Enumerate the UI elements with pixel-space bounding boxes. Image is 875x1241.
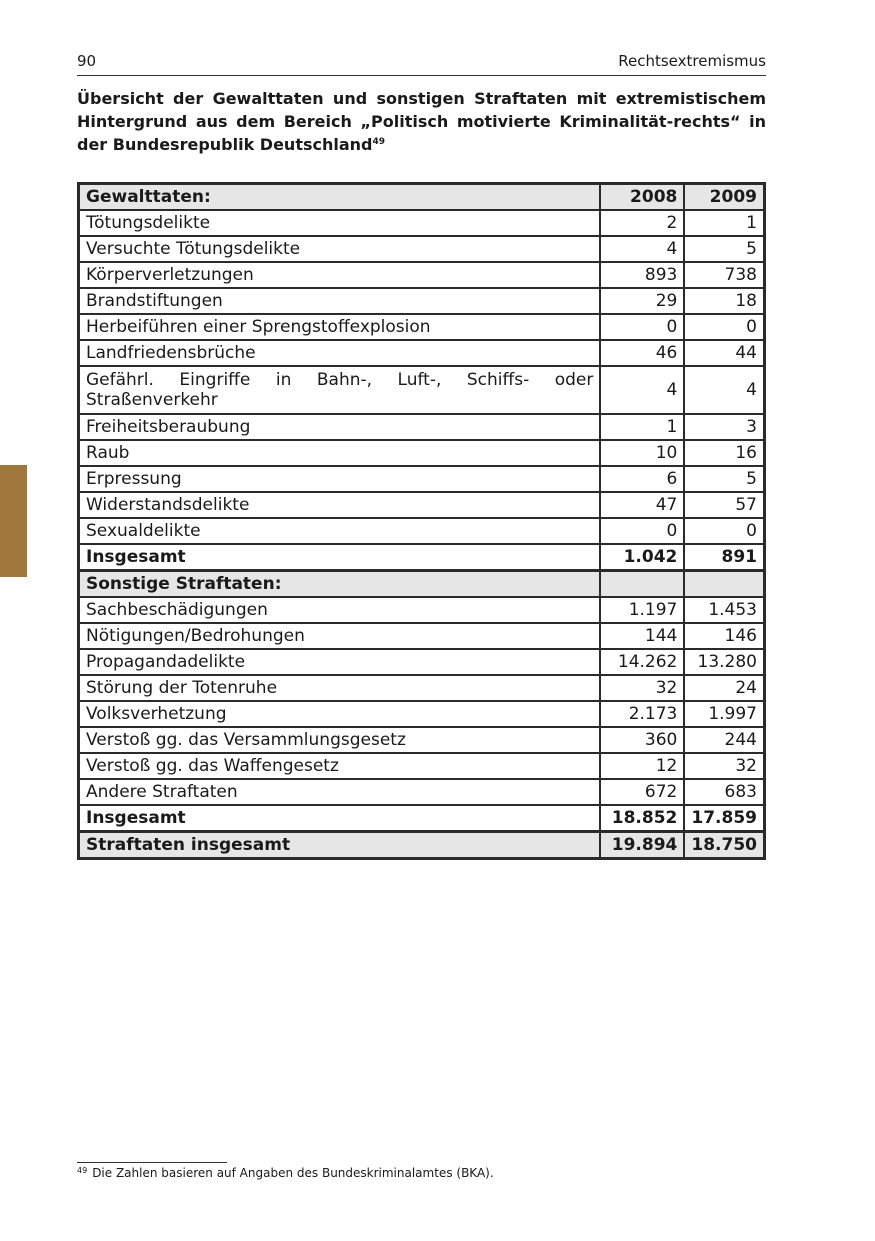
row-label: Nötigungen/Bedrohungen bbox=[79, 623, 601, 649]
table-row bbox=[79, 492, 765, 518]
row-label: Landfriedensbrüche bbox=[79, 340, 601, 366]
row-label: Sachbeschädigungen bbox=[79, 597, 601, 623]
value-2008: 19.894 bbox=[600, 832, 684, 859]
table-row bbox=[79, 649, 765, 675]
table-row bbox=[79, 314, 765, 340]
value-2009: 738 bbox=[684, 262, 764, 288]
table-row bbox=[79, 466, 765, 492]
value-2009: 57 bbox=[684, 492, 764, 518]
footnote-reference: 49 bbox=[372, 137, 386, 147]
value-2008: 0 bbox=[600, 314, 684, 340]
value-2009: 4 bbox=[684, 366, 764, 414]
row-label: Sexualdelikte bbox=[79, 518, 601, 544]
table-row bbox=[79, 340, 765, 366]
value-2008: 1 bbox=[600, 414, 684, 440]
value-2009: 683 bbox=[684, 779, 764, 805]
value-2008: 2 bbox=[600, 210, 684, 236]
footnote-divider bbox=[77, 1162, 227, 1163]
value-2009: 24 bbox=[684, 675, 764, 701]
row-label: Straftaten insgesamt bbox=[79, 832, 601, 859]
value-2008: 18.852 bbox=[600, 805, 684, 832]
page-number: 90 bbox=[77, 52, 97, 70]
table-row bbox=[79, 675, 765, 701]
table-row bbox=[79, 440, 765, 466]
violent-total-row bbox=[79, 544, 765, 571]
value-2009: 17.859 bbox=[684, 805, 764, 832]
value-2009: 44 bbox=[684, 340, 764, 366]
other-total-row bbox=[79, 805, 765, 832]
row-label: Freiheitsberaubung bbox=[79, 414, 601, 440]
row-label: Verstoß gg. das Waffengesetz bbox=[79, 753, 601, 779]
value-2008: 46 bbox=[600, 340, 684, 366]
footnote-text: Die Zahlen basieren auf Angaben des Bundeskriminalamtes (BKA). bbox=[92, 1166, 494, 1180]
row-label: Brandstiftungen bbox=[79, 288, 601, 314]
table-row bbox=[79, 623, 765, 649]
row-label: Andere Straftaten bbox=[79, 779, 601, 805]
table-row bbox=[79, 701, 765, 727]
table-row bbox=[79, 288, 765, 314]
table-title bbox=[77, 87, 766, 156]
value-2008: 12 bbox=[600, 753, 684, 779]
chapter-side-tab bbox=[0, 465, 27, 577]
value-2008: 1.042 bbox=[600, 544, 684, 571]
page-header bbox=[77, 50, 766, 76]
table-title-text: Übersicht der Gewalttaten und sonstigen Straftaten mit extremistischem Hintergrund aus dem Bereich „Politisch motivierte Kriminalität-rechts“ in der Bundesrepublik Deutschland bbox=[77, 89, 766, 154]
row-label: Sonstige Straftaten: bbox=[79, 571, 601, 598]
value-2009: 1 bbox=[684, 210, 764, 236]
row-label: Erpressung bbox=[79, 466, 601, 492]
row-label: Propagandadelikte bbox=[79, 649, 601, 675]
table-row bbox=[79, 366, 765, 414]
value-2009: 244 bbox=[684, 727, 764, 753]
value-2009: 0 bbox=[684, 314, 764, 340]
value-2008: 0 bbox=[600, 518, 684, 544]
row-label: Volksverhetzung bbox=[79, 701, 601, 727]
value-2009: 5 bbox=[684, 236, 764, 262]
table-row bbox=[79, 597, 765, 623]
value-2008: 144 bbox=[600, 623, 684, 649]
value-2008: 360 bbox=[600, 727, 684, 753]
value-2009: 5 bbox=[684, 466, 764, 492]
table-row bbox=[79, 518, 765, 544]
value-2008: 10 bbox=[600, 440, 684, 466]
value-2009: 18.750 bbox=[684, 832, 764, 859]
row-label: Insgesamt bbox=[79, 805, 601, 832]
value-2009: 18 bbox=[684, 288, 764, 314]
value-2009: 13.280 bbox=[684, 649, 764, 675]
value-2009: 146 bbox=[684, 623, 764, 649]
value-2008: 893 bbox=[600, 262, 684, 288]
crime-statistics-body bbox=[79, 184, 765, 859]
value-2009: 32 bbox=[684, 753, 764, 779]
value-2008: 4 bbox=[600, 366, 684, 414]
value-2008: 29 bbox=[600, 288, 684, 314]
row-label: Verstoß gg. das Versammlungsgesetz bbox=[79, 727, 601, 753]
value-2009: 1.453 bbox=[684, 597, 764, 623]
table-row bbox=[79, 414, 765, 440]
value-2009: 2009 bbox=[684, 184, 764, 211]
value-2008: 2008 bbox=[600, 184, 684, 211]
value-2009: 1.997 bbox=[684, 701, 764, 727]
row-label: Gewalttaten: bbox=[79, 184, 601, 211]
row-label: Versuchte Tötungsdelikte bbox=[79, 236, 601, 262]
value-2009: 16 bbox=[684, 440, 764, 466]
row-label: Insgesamt bbox=[79, 544, 601, 571]
value-2008: 32 bbox=[600, 675, 684, 701]
table-row bbox=[79, 236, 765, 262]
value-2008: 6 bbox=[600, 466, 684, 492]
value-2008: 14.262 bbox=[600, 649, 684, 675]
crime-statistics-table bbox=[77, 182, 766, 860]
value-2009: 891 bbox=[684, 544, 764, 571]
row-label: Widerstandsdelikte bbox=[79, 492, 601, 518]
table-row bbox=[79, 753, 765, 779]
value-2009: 3 bbox=[684, 414, 764, 440]
row-label: Gefährl. Eingriffe in Bahn-, Luft-, Schiffs- oder Straßenverkehr bbox=[79, 366, 601, 414]
value-2008: 4 bbox=[600, 236, 684, 262]
table-row bbox=[79, 210, 765, 236]
table-row bbox=[79, 262, 765, 288]
value-2008: 1.197 bbox=[600, 597, 684, 623]
table-row bbox=[79, 727, 765, 753]
value-2008 bbox=[600, 571, 684, 598]
row-label: Tötungsdelikte bbox=[79, 210, 601, 236]
row-label: Störung der Totenruhe bbox=[79, 675, 601, 701]
grand-total-row bbox=[79, 832, 765, 859]
value-2009: 0 bbox=[684, 518, 764, 544]
footnote bbox=[77, 1166, 494, 1180]
footnote-number: 49 bbox=[77, 1166, 88, 1175]
table-row bbox=[79, 779, 765, 805]
running-title: Rechtsextremismus bbox=[618, 52, 766, 70]
row-label: Herbeiführen einer Sprengstoffexplosion bbox=[79, 314, 601, 340]
row-label: Körperverletzungen bbox=[79, 262, 601, 288]
value-2008: 47 bbox=[600, 492, 684, 518]
value-2008: 2.173 bbox=[600, 701, 684, 727]
violent-crimes-header-row bbox=[79, 184, 765, 211]
other-crimes-header-row bbox=[79, 571, 765, 598]
value-2009 bbox=[684, 571, 764, 598]
row-label: Raub bbox=[79, 440, 601, 466]
value-2008: 672 bbox=[600, 779, 684, 805]
